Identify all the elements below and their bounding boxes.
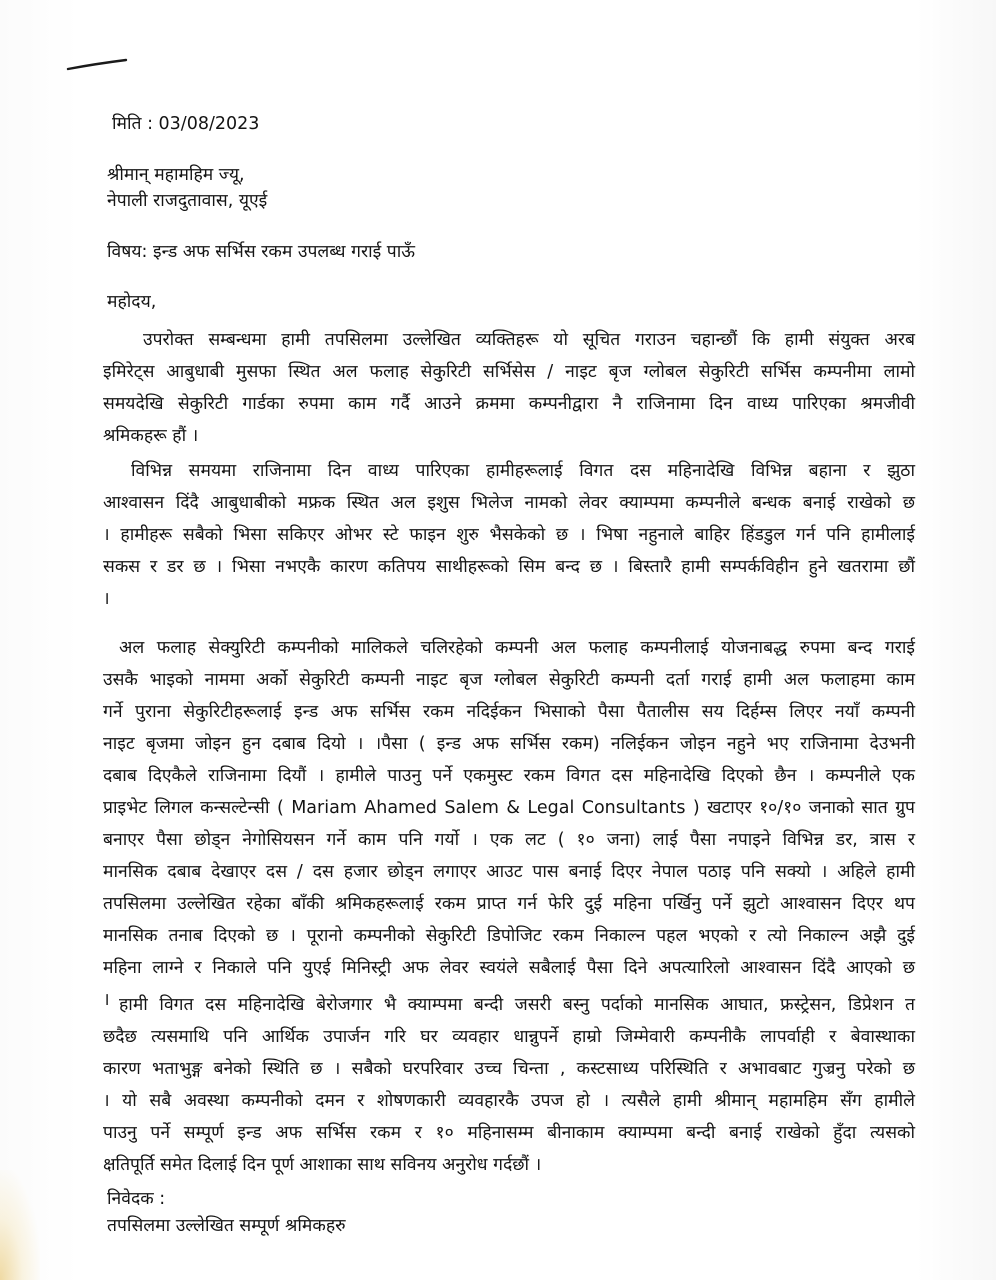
paragraph-line: मानसिक दबाब देखाएर दस / दस हजार छोड्न लगाएर आउट पास बनाई दिएर नेपाल पठाइ पनि सक्यो । अहिले हामी xyxy=(103,862,915,882)
paragraph-line: मानसिक तनाब दिएको छ । पूरानो कम्पनीको सेकुरिटी डिपोजिट रकम निकाल्न पहल भएको र त्यो निकाल्न अझै दुई xyxy=(103,926,915,946)
paragraph-line: हामी विगत दस महिनादेखि बेरोजगार भै क्याम्पमा बन्दी जसरी बस्नु पर्दाको मानसिक आघात, फ्रस्ट्रेसन, डिप्रेशन त xyxy=(119,995,915,1015)
paragraph-line: आश्वासन दिंदै आबुधाबीको मफ्रक स्थित अल इशुस भिलेज नामको लेवर क्याम्पमा कम्पनीले बन्धक बनाई राखेको छ xyxy=(103,493,915,513)
paragraph-line: छदैछ त्यसमाथि पनि आर्थिक उपार्जन गरि घर व्यवहार धान्नुपर्ने हाम्रो जिम्मेवारी कम्पनीकै लापर्वाही र बेवास्थाका xyxy=(103,1027,915,1047)
letter-date: मिति : 03/08/2023 xyxy=(112,114,260,134)
paragraph-line: उपरोक्त सम्बन्धमा हामी तपसिलमा उल्लेखित व्यक्तिहरू यो सूचित गराउन चहान्छौं कि हामी संयुक्त अरब xyxy=(143,330,915,350)
body-paragraph-4 xyxy=(103,989,915,1181)
paragraph-line: । यो सबै अवस्था कम्पनीको दमन र शोषणकारी व्यवहारकै उपज हो । त्यसैले हामी श्रीमान् महामहिम सँग हामीले xyxy=(103,1091,915,1111)
body-paragraph-2 xyxy=(103,455,915,615)
addressee-line-1: श्रीमान् महामहिम ज्यू, xyxy=(107,165,245,185)
signoff-signatories: तपसिलमा उल्लेखित सम्पूर्ण श्रमिकहरु xyxy=(107,1216,346,1236)
paragraph-line: बनाएर पैसा छोड्न नेगोसियसन गर्ने काम पनि गर्यो । एक लट ( १० जना) लाई पैसा नपाइने विभिन्न डर, त्रास र xyxy=(103,830,915,850)
paragraph-line: महिना लाग्ने र निकाले पनि युएई मिनिस्ट्री अफ लेवर स्वयंले सबैलाई पैसा दिने अपत्यारिलो आश्वासन दिंदै आएको छ xyxy=(103,958,915,978)
paragraph-line: पाउनु पर्ने सम्पूर्ण इन्ड अफ सर्भिस रकम र १० महिनासम्म बीनाकाम क्याम्पमा बन्दी बनाई राखेको हुँदा त्यसको xyxy=(103,1123,915,1143)
paragraph-line: तपसिलमा उल्लेखित रहेका बाँकी श्रमिकहरूलाई रकम प्राप्त गर्न फेरि दुई महिना पर्खिनु पर्ने झुटो आश्वासन दिएर थप xyxy=(103,894,915,914)
paragraph-line: सकस र डर छ । भिसा नभएकै कारण कतिपय साथीहरूको सिम बन्द छ । बिस्तारै हामी सम्पर्कविहीन हुने खतरामा छौं xyxy=(103,557,915,577)
paragraph-line: नाइट बृजमा जोइन हुन दबाब दियो । ।पैसा ( इन्ड अफ सर्भिस रकम) नलिईकन जोइन नहुने भए राजिनामा देउभनी xyxy=(103,734,915,754)
paragraph-line: । xyxy=(103,589,110,609)
paragraph-line: । हामीहरू सबैको भिसा सकिएर ओभर स्टे फाइन शुरु भैसकेको छ । भिषा नहुनाले बाहिर हिंडडुल गर्न पनि हामीलाई xyxy=(103,525,915,545)
addressee-line-2: नेपाली राजदुतावास, यूएई xyxy=(107,191,268,211)
paragraph-line: गर्ने पुराना सेकुरिटीहरूलाई इन्ड अफ सर्भिस रकम नदिईकन भिसाको पैसा पैतालीस सय दिर्हम्स लिएर नयाँ कम्पनी xyxy=(103,702,915,722)
paragraph-line: । xyxy=(103,990,110,1010)
paragraph-line: विभिन्न समयमा राजिनामा दिन वाध्य पारिएका हामीहरूलाई विगत दस महिनादेखि विभिन्न बहाना र झुठा xyxy=(131,461,915,481)
paper-stain xyxy=(0,1170,40,1280)
signoff-label: निवेदक : xyxy=(107,1189,166,1209)
paragraph-line: श्रमिकहरू हौं । xyxy=(103,426,199,446)
body-paragraph-1 xyxy=(103,324,915,452)
paragraph-line: समयदेखि सेकुरिटी गार्डका रुपमा काम गर्दै आउने क्रममा कम्पनीद्वारा नै राजिनामा दिन वाध्य पारिएका श्रमजीवी xyxy=(103,394,915,414)
body-paragraph-3 xyxy=(103,632,915,1016)
paragraph-line: इमिरेट्स आबुधाबी मुसफा स्थित अल फलाह सेकुरिटी सर्भिसेस / नाइट बृज ग्लोबल सेकुरिटी सर्भिस कम्पनीमा लामो xyxy=(103,362,915,382)
paragraph-line: उसकै भाइको नाममा अर्को सेकुरिटी कम्पनी नाइट बृज ग्लोबल सेकुरिटी कम्पनी दर्ता गराई हामी अल फलाहमा काम xyxy=(103,670,915,690)
pen-stroke-mark xyxy=(66,58,128,72)
letter-salutation: महोदय, xyxy=(107,292,157,312)
paragraph-line: प्राइभेट लिगल कन्सल्टेन्सी ( Mariam Ahamed Salem & Legal Consultants ) खटाएर १०/१० जनाको सात ग्रुप xyxy=(103,798,915,818)
letter-subject: विषय: इन्ड अफ सर्भिस रकम उपलब्ध गराई पाऊँ xyxy=(107,242,415,262)
paragraph-line: क्षतिपूर्ति समेत दिलाई दिन पूर्ण आशाका साथ सविनय अनुरोध गर्दछौं । xyxy=(103,1155,542,1175)
paragraph-line: कारण भताभुङ्ग बनेको स्थिति छ । सबैको घरपरिवार उच्च चिन्ता , कस्टसाध्य परिस्थिति र अभावबाट गुज्रनु परेको छ xyxy=(103,1059,915,1079)
paragraph-line: दबाब दिएकैले राजिनामा दियौं । हामीले पाउनु पर्ने एकमुस्ट रकम विगत दस महिनादेखि दिएको छैन । कम्पनीले एक xyxy=(103,766,915,786)
paragraph-line: अल फलाह सेक्युरिटी कम्पनीको मालिकले चलिरहेको कम्पनी अल फलाह कम्पनीलाई योजनाबद्ध रुपमा बन्द गराई xyxy=(119,638,915,658)
